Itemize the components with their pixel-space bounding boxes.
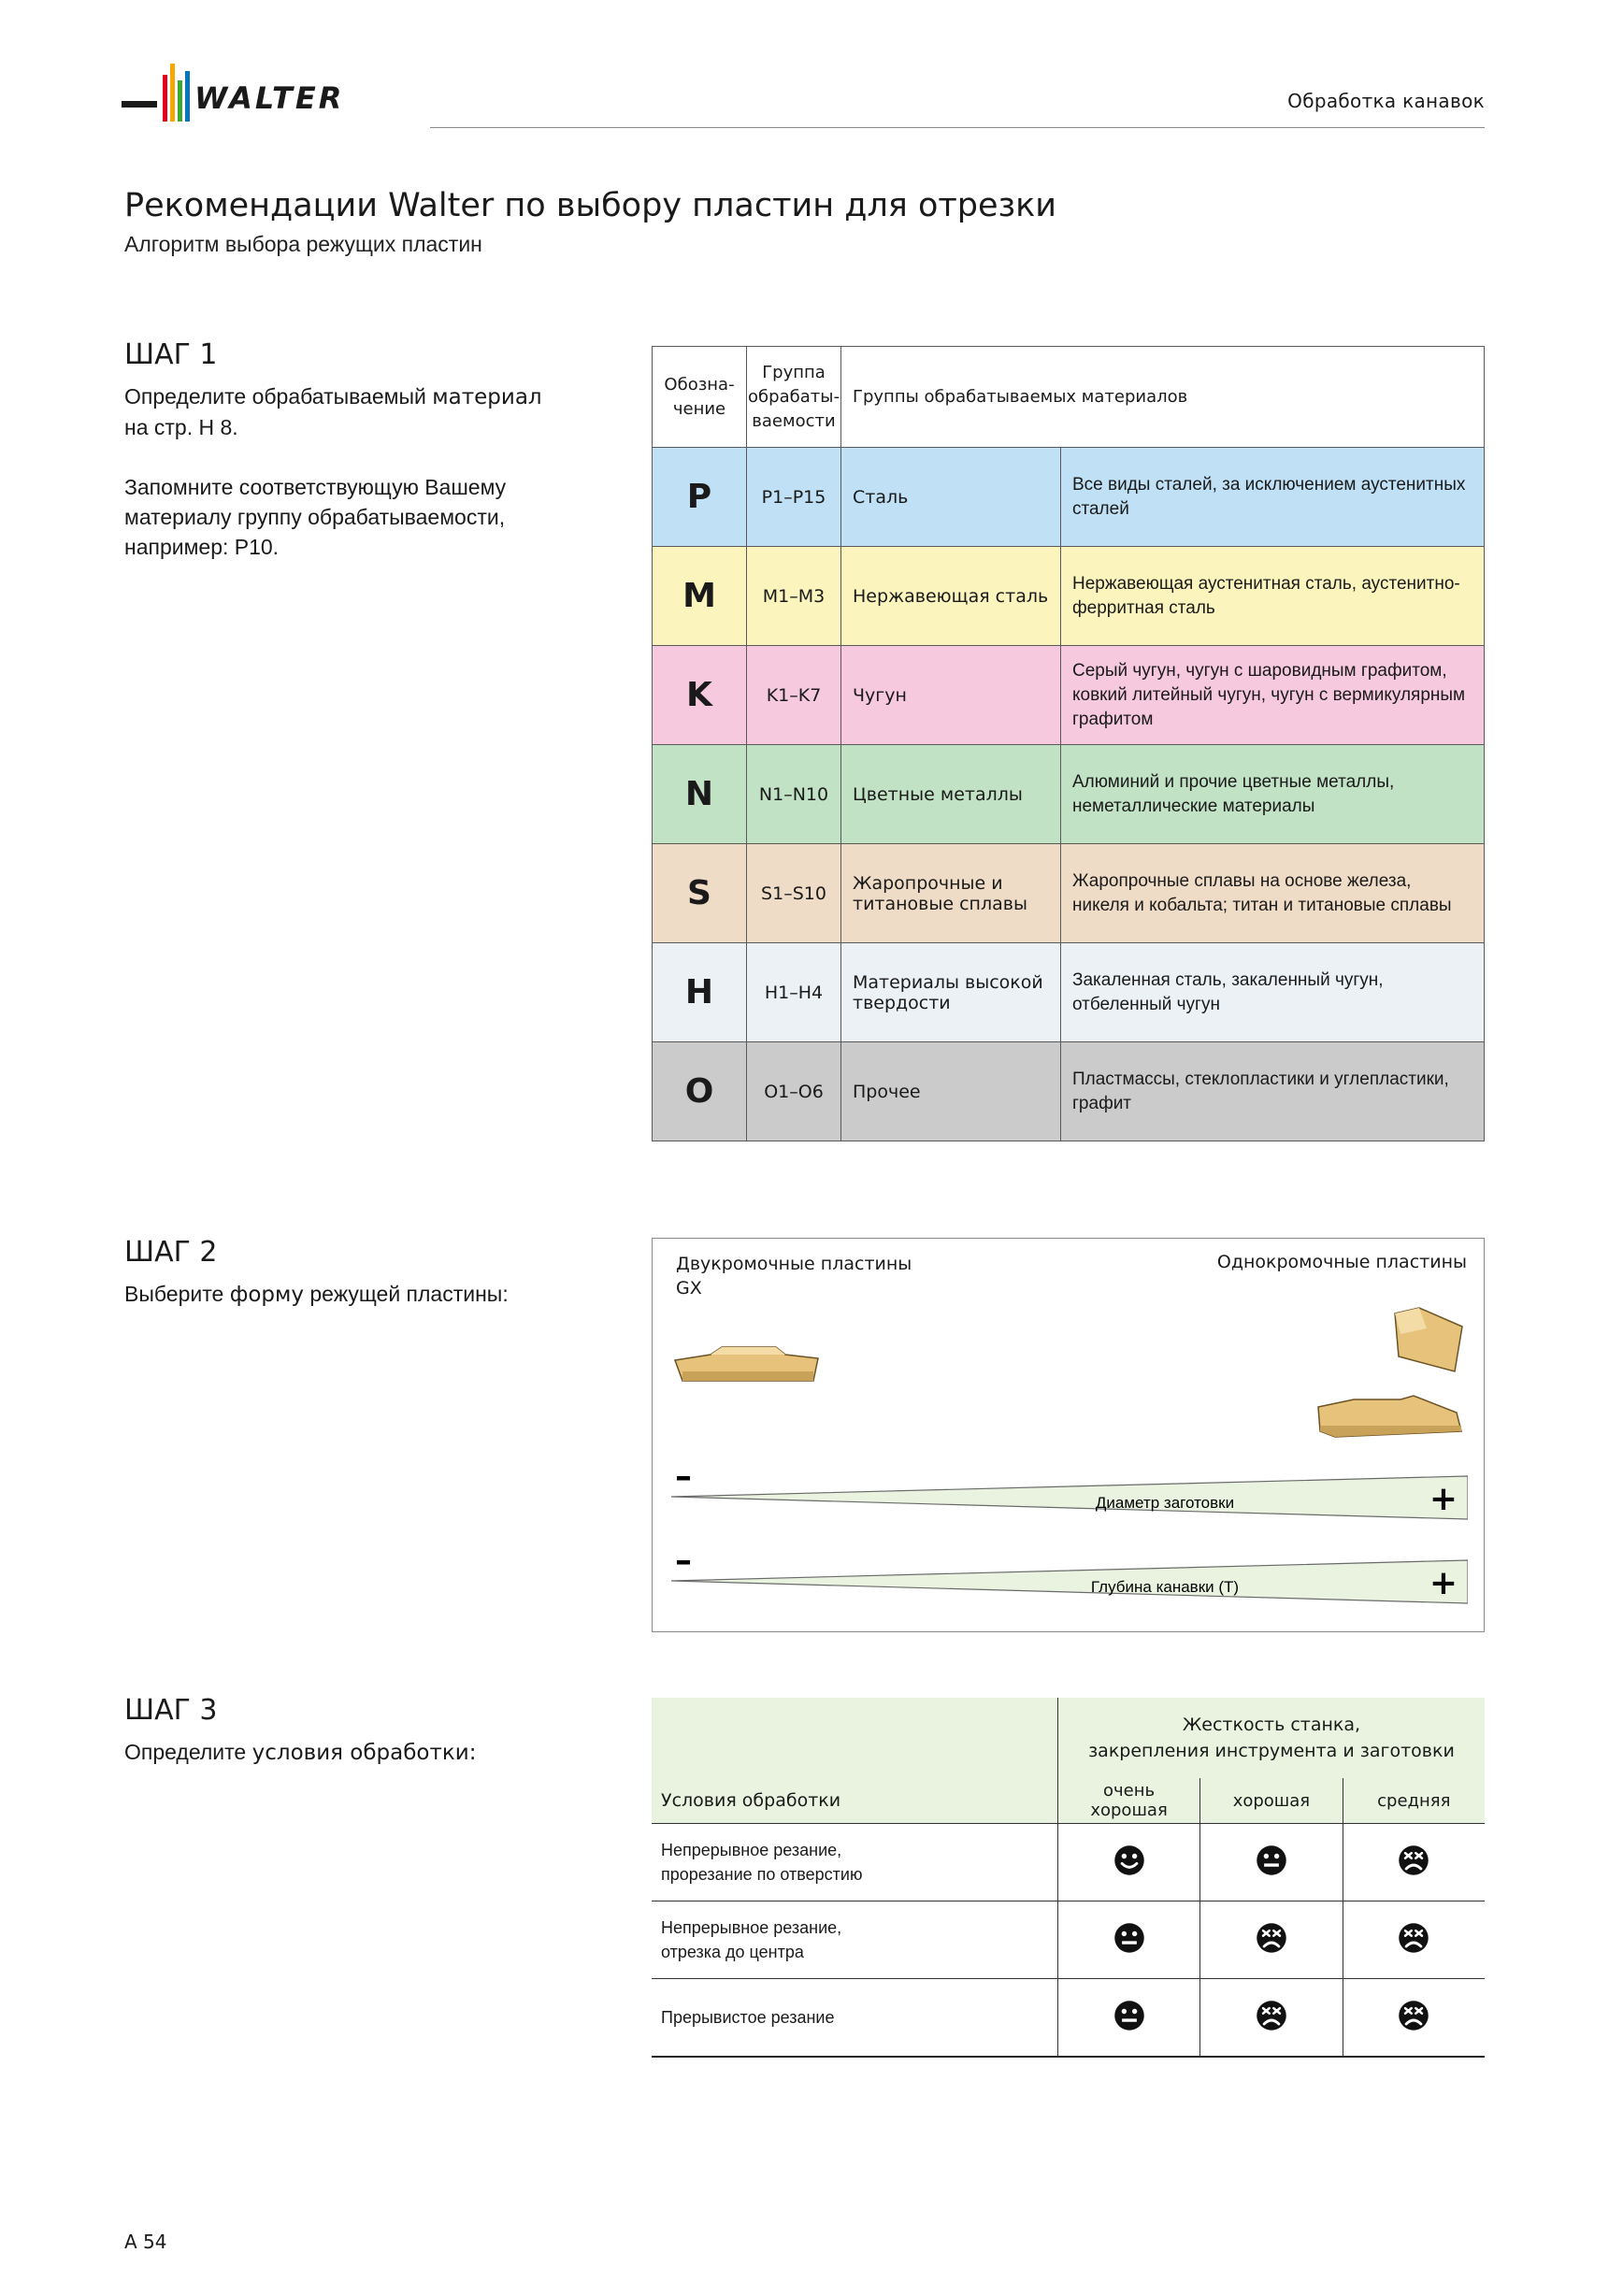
step1-para2-line1: Запомните соответствующую Вашему: [124, 475, 507, 499]
page-subtitle: Алгоритм выбора режущих пластин: [124, 232, 482, 256]
single-edge-insert-bottom-image: [1316, 1394, 1466, 1439]
plus-sign: +: [1429, 1564, 1458, 1602]
header-materials: Группы обрабатываемых материалов: [841, 347, 1485, 448]
material-group-range: H1–H4: [747, 943, 841, 1042]
step3-text: Определите условия обработки:: [124, 1740, 477, 1765]
conditions-header: Условия обработки: [661, 1790, 841, 1811]
rating-cell: [1200, 1979, 1343, 2058]
rating-cell: [1200, 1901, 1343, 1979]
material-group-range: O1–O6: [747, 1042, 841, 1141]
table-row: [653, 646, 1485, 745]
step3-bold: условия обработки:: [251, 1741, 477, 1765]
sad-face-icon: [1397, 1844, 1430, 1877]
material-group-range: P1–P15: [747, 448, 841, 547]
material-code: M: [653, 547, 747, 646]
step1-line1-text: Определите обрабатываемый: [124, 384, 433, 409]
one-edge-inserts-label: Однокромочные пластины: [1216, 1252, 1467, 1272]
material-name: Чугун: [841, 646, 1061, 745]
material-group-range: M1–M3: [747, 547, 841, 646]
step2-heading: ШАГ 2: [124, 1236, 218, 1269]
material-name: Цветные металлы: [841, 745, 1061, 844]
material-description: Все виды сталей, за исключением аустенитных сталей: [1061, 448, 1485, 547]
table-row: [653, 844, 1485, 943]
step1-line1-bold: материал: [432, 385, 542, 409]
machining-conditions-table: [652, 1698, 1485, 2058]
material-code: H: [653, 943, 747, 1042]
step2-text: Выберите форму режущей пластины:: [124, 1282, 509, 1307]
step2-bold: форму: [229, 1283, 304, 1307]
table-row: [653, 448, 1485, 547]
condition-label: Прерывистое резание: [652, 1979, 1057, 2058]
material-description: Жаропрочные сплавы на основе железа, никеля и кобальта; титан и титановые сплавы: [1061, 844, 1485, 943]
material-description: Серый чугун, чугун с шаровидным графитом, ковкий литейный чугун, чугун с вермикулярным графитом: [1061, 646, 1485, 745]
material-description: Пластмассы, стеклопластики и углепластики, графит: [1061, 1042, 1485, 1141]
step1-heading: ШАГ 1: [124, 338, 218, 371]
plus-sign: +: [1429, 1480, 1458, 1518]
rating-cell: [1343, 1824, 1485, 1901]
condition-label: Непрерывное резание, прорезание по отверстию: [652, 1824, 1057, 1901]
table-row: [652, 1979, 1485, 2058]
header-divider: [430, 127, 1485, 128]
rating-cell: [1057, 1901, 1199, 1979]
material-group-range: N1–N10: [747, 745, 841, 844]
groove-depth-scale: [671, 1540, 1468, 1605]
header-group: Группа обрабаты- ваемости: [747, 347, 841, 448]
gx-code: GX: [676, 1278, 702, 1299]
step1-para2-line2: материалу группу обрабатываемости,: [124, 505, 506, 529]
step1-text: [124, 381, 610, 562]
walter-logo: [122, 60, 402, 133]
sad-face-icon: [1255, 1921, 1288, 1955]
material-code: O: [653, 1042, 747, 1141]
single-edge-insert-top-image: [1389, 1306, 1473, 1373]
page-title: Рекомендации Walter по выбору пластин для отрезки: [124, 187, 1057, 224]
rating-cell: [1057, 1979, 1199, 2058]
material-description: Нержавеющая аустенитная сталь, аустенитно-ферритная сталь: [1061, 547, 1485, 646]
workpiece-diameter-scale: [671, 1456, 1468, 1521]
two-edge-inserts-label: Двукромочные пластины GX: [676, 1254, 912, 1299]
table-subheader-row: [652, 1778, 1485, 1824]
condition-label: Непрерывное резание, отрезка до центра: [652, 1901, 1057, 1979]
header-spacer: [652, 1698, 1057, 1778]
logo-wordmark: WALTER: [194, 80, 345, 116]
table-row: [653, 943, 1485, 1042]
table-row: [652, 1901, 1485, 1979]
level-very-good: очень хорошая: [1057, 1778, 1199, 1824]
sad-face-icon: [1397, 1999, 1430, 2032]
minus-sign: –: [675, 1542, 692, 1580]
happy-face-icon: [1113, 1844, 1146, 1877]
table-header-row: [652, 1698, 1485, 1778]
level-medium: средняя: [1343, 1778, 1485, 1824]
rating-cell: [1200, 1824, 1343, 1901]
material-group-range: S1–S10: [747, 844, 841, 943]
table-header-row: [653, 347, 1485, 448]
material-name: Сталь: [841, 448, 1061, 547]
workpiece-diameter-label: Диаметр заготовки: [1095, 1494, 1235, 1512]
material-name: Материалы высокой твердости: [841, 943, 1061, 1042]
step3-heading: ШАГ 3: [124, 1694, 218, 1727]
sad-face-icon: [1397, 1921, 1430, 1955]
material-name: Жаропрочные и титановые сплавы: [841, 844, 1061, 943]
material-description: Закаленная сталь, закаленный чугун, отбеленный чугун: [1061, 943, 1485, 1042]
neutral-face-icon: [1255, 1844, 1288, 1877]
sad-face-icon: [1255, 1999, 1288, 2032]
header-code: Обозна- чение: [653, 347, 747, 448]
material-code: N: [653, 745, 747, 844]
table-row: [653, 547, 1485, 646]
section-title: Обработка канавок: [1287, 90, 1485, 112]
material-code: P: [653, 448, 747, 547]
table-row: [652, 1824, 1485, 1901]
material-groups-table: [652, 346, 1485, 1141]
material-code: S: [653, 844, 747, 943]
rigidity-header: Жесткость станка, закрепления инструмента и заготовки: [1057, 1698, 1485, 1778]
material-name: Нержавеющая сталь: [841, 547, 1061, 646]
neutral-face-icon: [1113, 1999, 1146, 2032]
table-row: [653, 745, 1485, 844]
material-code: K: [653, 646, 747, 745]
rating-cell: [1343, 1979, 1485, 2058]
material-name: Прочее: [841, 1042, 1061, 1141]
rating-cell: [1057, 1824, 1199, 1901]
double-edge-insert-image: [673, 1343, 823, 1386]
insert-shape-panel: [652, 1238, 1485, 1632]
page-number: A 54: [124, 2231, 167, 2253]
minus-sign: –: [675, 1457, 692, 1496]
neutral-face-icon: [1113, 1921, 1146, 1955]
step1-line2: на стр. H 8.: [124, 415, 238, 439]
level-good: хорошая: [1200, 1778, 1343, 1824]
table-row: [653, 1042, 1485, 1141]
rating-cell: [1343, 1901, 1485, 1979]
material-group-range: K1–K7: [747, 646, 841, 745]
step1-para2-line3: например: P10.: [124, 535, 280, 559]
groove-depth-label: Глубина канавки (T): [1090, 1578, 1240, 1596]
material-description: Алюминий и прочие цветные металлы, неметаллические материалы: [1061, 745, 1485, 844]
